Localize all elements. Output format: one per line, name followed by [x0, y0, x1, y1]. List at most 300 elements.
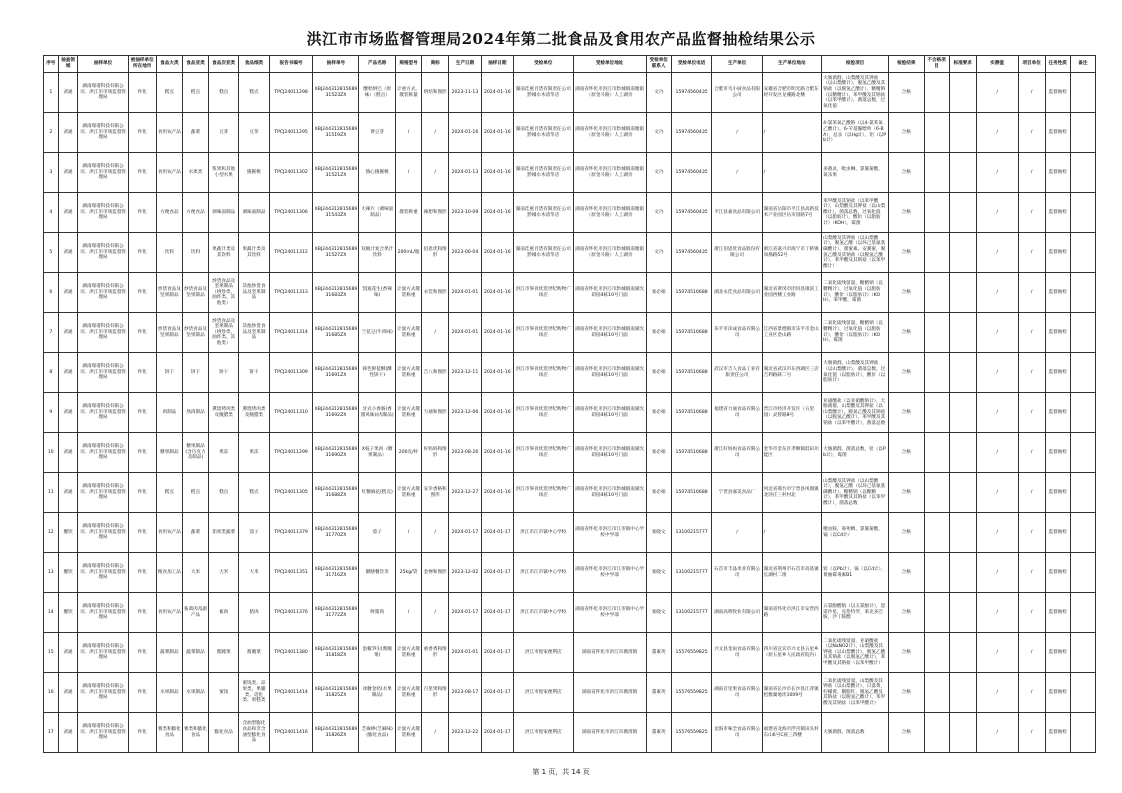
table-cell: 餐饮 — [58, 553, 78, 593]
table-cell: 湖南瑞谱科技有限公司、洪江市市场监督管理局 — [78, 513, 128, 553]
table-cell — [1070, 153, 1095, 193]
table-cell: 2024-01-17 — [481, 593, 513, 633]
table-cell — [1070, 113, 1095, 153]
column-header: 受检单位 — [514, 56, 574, 73]
table-cell: 福建省力通食品有限公司 — [712, 393, 762, 433]
table-cell: 百里果和图形 — [422, 673, 449, 713]
column-header: 食品细类 — [239, 56, 269, 73]
table-cell: 晋江市经济开发区（五里园）灵智路8号 — [762, 393, 822, 433]
table-cell — [949, 553, 976, 593]
column-header: 序号 — [44, 56, 59, 73]
table-cell: 计量方式散装称重 — [395, 393, 421, 433]
table-cell: 糕点 — [156, 73, 182, 113]
table-cell: / — [1018, 633, 1045, 673]
table-cell: 合格 — [889, 513, 925, 553]
table-cell: 湖南瑞谱科技有限公司、洪江市市场监督管理局 — [78, 273, 128, 313]
table-cell: 2023-06-04 — [449, 233, 481, 273]
table-cell: / — [1018, 473, 1045, 513]
table-cell: 红糖麻花(糕点) — [359, 473, 396, 513]
column-header: 抽样单号 — [313, 56, 359, 73]
table-row — [44, 513, 1096, 553]
table-cell — [949, 313, 976, 353]
table-cell: 二氧化硫残留量，糖精钠（以糖精计），过氧化值（以脂肪计），酸价（以脂肪计）（KOH），苯甲酸，霉菌 — [822, 273, 889, 313]
table-cell — [924, 713, 949, 753]
table-cell: 2024-01-17 — [481, 673, 513, 713]
table-cell: 浙江好妈妈食品有限公司 — [712, 433, 762, 473]
table-cell: / — [976, 313, 1018, 353]
table-cell: / — [976, 513, 1018, 553]
table-cell: 糕点 — [209, 73, 239, 113]
table-cell: / — [1018, 73, 1045, 113]
table-cell — [949, 513, 976, 553]
table-cell: XBJ24431281568931519ZX — [313, 113, 359, 153]
table-cell — [1070, 433, 1095, 473]
table-body — [44, 73, 1096, 753]
table-cell — [1070, 633, 1095, 673]
table-cell — [924, 153, 949, 193]
table-cell: / — [976, 353, 1018, 393]
table-cell: 怀化 — [128, 313, 156, 353]
table-cell: / — [976, 273, 1018, 313]
table-cell — [924, 633, 949, 673]
table-cell: 监督抽检 — [1045, 593, 1070, 633]
table-cell: 张晓文 — [646, 513, 671, 553]
table-row — [44, 353, 1096, 393]
table-cell — [1070, 513, 1095, 553]
table-cell: 合格 — [889, 113, 925, 153]
table-cell: 监督抽检 — [1045, 553, 1070, 593]
column-header: 产品名称 — [359, 56, 396, 73]
table-cell: / — [395, 593, 421, 633]
table-cell: 合肥市乌小厨食品有限公司 — [712, 73, 762, 113]
table-cell: 大肠菌群，菌落总数，铅（以Pb计），霉菌 — [822, 433, 889, 473]
table-cell: 湖南省怀化市洪江市江市镇中心学校中学部 — [573, 513, 646, 553]
table-cell: 噻虫胺，毒死蜱，氯氰菊酯，镉（以Cd计） — [822, 513, 889, 553]
table-cell — [924, 193, 949, 233]
table-cell: / — [1018, 233, 1045, 273]
table-cell: 15576559825 — [671, 673, 712, 713]
table-cell: / — [1018, 673, 1045, 713]
table-cell: 监督抽检 — [1045, 633, 1070, 673]
table-cell: 饮料 — [182, 233, 208, 273]
table-cell: 果蔬汁类及其饮料 — [209, 233, 239, 273]
table-cell: 5 — [44, 233, 59, 273]
table-cell: 湖北省荆州市石首市高基镇长湖村二组 — [762, 553, 822, 593]
table-cell: 计量方式散装称重 — [395, 353, 421, 393]
table-cell: 金华市金东区孝顺镇低田功能区 — [762, 433, 822, 473]
column-header: 食品大类 — [156, 56, 182, 73]
table-cell: 监督抽检 — [1045, 153, 1070, 193]
table-cell: 13100215777 — [671, 553, 712, 593]
table-cell: 浙江佰思优食品股份有限公司 — [712, 233, 762, 273]
table-cell: 酸奶烘巴（原味）（糕点） — [359, 73, 396, 113]
table-cell: 好妈妈和图形 — [422, 433, 449, 473]
table-cell: 山梨酸及其钾盐（以山梨酸计），脱氢乙酸（以环己基氨基磺酸计），甜蜜素，安赛蜜，脱氢乙酸及其钠盐（以脱氢乙酸计），苯甲酸及其钠盐（以苯甲酸计） — [822, 233, 889, 273]
table-cell: 畜禽肉及副产品 — [182, 593, 208, 633]
table-cell: 董素英 — [646, 673, 671, 713]
table-cell — [949, 73, 976, 113]
table-cell: 福建省龙海市浮宫镇田头村东山6号C座三四楼 — [762, 713, 822, 753]
table-cell: 计量方式散装称重 — [395, 273, 421, 313]
table-cell: 合格 — [889, 713, 925, 753]
table-cell: 永佳和图形 — [422, 273, 449, 313]
table-cell: 鲜猪肉 — [359, 593, 396, 633]
table-cell: 2024-01-17 — [449, 513, 481, 553]
table-row — [44, 73, 1096, 113]
table-cell: 15074516688 — [671, 313, 712, 353]
table-cell: 200克/杯 — [395, 433, 421, 473]
table-cell: 武通 — [58, 233, 78, 273]
table-cell: 蔬菜 — [182, 113, 208, 153]
table-cell: 蜜饯类、凉果类、果脯类、话化类、果糕类 — [239, 673, 269, 713]
table-cell: / — [1018, 713, 1045, 753]
table-cell: 13100215777 — [671, 513, 712, 553]
table-cell: 芝麻棒(芝麻味)(膨化食品) — [359, 713, 396, 753]
table-cell — [949, 193, 976, 233]
table-cell: XBJ24431281568931685ZX — [313, 313, 359, 353]
table-cell: 饼干 — [156, 353, 182, 393]
column-header: 受检单位地址 — [573, 56, 646, 73]
table-cell: 韩色鲜苞酥(酥性饼干) — [359, 353, 396, 393]
table-cell: 合格 — [889, 233, 925, 273]
table-cell: 含油型膨化食品和非含油型膨化食品 — [239, 713, 269, 753]
table-cell: 湖南省长沙市长沙县江背镇松雅湖地块1009号 — [762, 673, 822, 713]
table-cell: / — [712, 513, 762, 553]
table-cell: 合格 — [889, 673, 925, 713]
table-cell: 洪江市江市镇中心学校 — [514, 593, 574, 633]
table-cell: 2023-12-27 — [449, 473, 481, 513]
table-cell: 2024-01-17 — [481, 633, 513, 673]
table-cell: 2024-01-16 — [481, 313, 513, 353]
table-cell: 食用农产品 — [156, 153, 182, 193]
results-table — [43, 55, 1096, 753]
table-cell: XBJ24431281568931818ZX — [313, 633, 359, 673]
table-cell: / — [976, 713, 1018, 753]
table-cell: / — [1018, 433, 1045, 473]
table-cell: 洪江市零食优选世纪购物广场店 — [514, 353, 574, 393]
table-cell: XBJ24431281568931523ZX — [313, 73, 359, 113]
table-cell: 食用农产品 — [156, 113, 182, 153]
table-cell — [1070, 193, 1095, 233]
table-cell: 湖南佳惠百货有限责任公司黔城水木清华店 — [514, 73, 574, 113]
table-cell: / — [762, 513, 822, 553]
table-cell: 文丹 — [646, 233, 671, 273]
table-cell: 监督抽检 — [1045, 273, 1070, 313]
table-cell — [949, 153, 976, 193]
table-cell: 膨化食品 — [209, 713, 239, 753]
column-header: 备注 — [1070, 56, 1095, 73]
table-cell: 3 — [44, 153, 59, 193]
table-cell — [924, 673, 949, 713]
table-cell: XBJ24431281568931527ZX — [313, 233, 359, 273]
table-cell: 监督抽检 — [1045, 233, 1070, 273]
table-cell: 张必娟 — [646, 313, 671, 353]
table-cell: 2024-01-16 — [481, 473, 513, 513]
table-cell: 15074516688 — [671, 273, 712, 313]
table-cell: 茄子 — [239, 513, 269, 553]
table-cell: 湖南瑞谱科技有限公司、洪江市市场监督管理局 — [78, 113, 128, 153]
table-cell: / — [422, 513, 449, 553]
table-cell: 佰思优和图形 — [422, 233, 449, 273]
table-cell: 调味面制品 — [239, 193, 269, 233]
table-cell: TPCJ24011313 — [269, 273, 313, 313]
table-cell: 其他炒货食品及坚果制品 — [239, 313, 269, 353]
column-header: 抽样单位 — [78, 56, 128, 73]
table-cell: 食用农产品 — [156, 513, 182, 553]
table-cell: 计重方式，散装称量 — [395, 73, 421, 113]
table-cell: 畜肉 — [209, 593, 239, 633]
table-cell: TPCJ24011351 — [269, 553, 313, 593]
table-cell: 湖南瑞谱科技有限公司、洪江市市场监督管理局 — [78, 593, 128, 633]
table-cell: 龙海市味全食品有限公司 — [712, 713, 762, 753]
table-cell: 监督抽检 — [1045, 73, 1070, 113]
table-cell: 2024-01-16 — [481, 113, 513, 153]
table-cell: 粮食加工品 — [156, 553, 182, 593]
table-cell: 2023-12-22 — [449, 713, 481, 753]
table-cell: 湖南省怀化市洪江市塘湾镇 — [573, 673, 646, 713]
table-cell: XBJ24431281568931825ZX — [313, 673, 359, 713]
table-cell: 怀化 — [128, 433, 156, 473]
table-cell: 武通 — [58, 273, 78, 313]
column-header: 抽样日期 — [481, 56, 513, 73]
table-cell: 2024-01-01 — [449, 633, 481, 673]
table-cell: 熏烧烤肉类及腌腊类 — [239, 393, 269, 433]
table-cell: 董素英 — [646, 633, 671, 673]
table-cell: 蔬菜制品 — [182, 633, 208, 673]
table-cell: 2024-01-13 — [449, 153, 481, 193]
table-cell: 茄子 — [359, 513, 396, 553]
table-cell — [924, 513, 949, 553]
table-cell: / — [1018, 273, 1045, 313]
table-cell: 2 — [44, 113, 59, 153]
table-cell: 武汉市吉人食品工业有限责任公司 — [712, 353, 762, 393]
table-cell: 15074516688 — [671, 433, 712, 473]
table-cell: / — [1018, 593, 1045, 633]
table-cell: 湖南百里果食品有限公司 — [712, 673, 762, 713]
table-row — [44, 473, 1096, 513]
table-cell: 合格 — [889, 73, 925, 113]
table-cell: 糕点 — [239, 73, 269, 113]
table-cell: 烘焙和图形 — [422, 73, 449, 113]
table-cell: 合格 — [889, 593, 925, 633]
table-cell: 武通 — [58, 393, 78, 433]
table-cell: 猕猴桃 — [239, 153, 269, 193]
column-header: 生产单位地址 — [762, 56, 822, 73]
table-cell — [1070, 73, 1095, 113]
table-cell: 怀化 — [128, 473, 156, 513]
column-header: 项目单位 — [1018, 56, 1045, 73]
table-cell: 怀化 — [128, 113, 156, 153]
table-cell: 炒货食品及坚果制品 — [156, 273, 182, 313]
table-cell: 湖南佳惠百货有限责任公司黔城水木清华店 — [514, 153, 574, 193]
table-cell — [1070, 673, 1095, 713]
table-cell: 湖南佳惠百货有限责任公司黔城水木清华店 — [514, 193, 574, 233]
table-cell: 监督抽检 — [1045, 313, 1070, 353]
table-cell: 10 — [44, 433, 59, 473]
table-cell: 二氧化硫残留量，糖精钠（以糖精计），过氧化值（以脂肪计），酸价（以脂肪计）（KOH），霉菌 — [822, 313, 889, 353]
table-cell: 15074516688 — [671, 353, 712, 393]
table-cell — [924, 593, 949, 633]
table-cell: 湖南瑞谱科技有限公司、洪江市市场监督管理局 — [78, 553, 128, 593]
table-cell: 炒货食品及坚果制品 — [182, 313, 208, 353]
table-cell — [949, 273, 976, 313]
table-cell: 洪江市零食优选世纪购物广场店 — [514, 313, 574, 353]
table-cell: 洪江市江市镇中心学校 — [514, 553, 574, 593]
table-cell: 猕心猕猴桃 — [359, 153, 396, 193]
table-cell: 8 — [44, 353, 59, 393]
table-cell: 肉制品 — [156, 393, 182, 433]
table-cell: 浙江省嘉兴市海宁市丁桥镇凤凰路52号 — [762, 233, 822, 273]
table-cell: 糕点 — [182, 473, 208, 513]
table-cell: 监督抽检 — [1045, 473, 1070, 513]
table-cell: / — [395, 153, 421, 193]
table-cell: 15 — [44, 633, 59, 673]
table-cell: 怀化 — [128, 673, 156, 713]
table-cell: 合格 — [889, 553, 925, 593]
table-cell: 果蔬汁类及其饮料 — [239, 233, 269, 273]
table-cell: 13100215777 — [671, 593, 712, 633]
table-cell: 湖南省怀化市洪江市江市镇中心学校中学部 — [573, 553, 646, 593]
table-cell: 食用农产品 — [156, 593, 182, 633]
table-cell: 洪江市悦家便利店 — [514, 633, 574, 673]
table-cell: 合格 — [889, 313, 925, 353]
table-cell: TPCJ24011310 — [269, 393, 313, 433]
table-cell: TPCJ24011380 — [269, 633, 313, 673]
table-cell: 合格 — [889, 273, 925, 313]
table-cell: 武通 — [58, 113, 78, 153]
table-row — [44, 273, 1096, 313]
table-cell: 兴文县金雨食品有限公司 — [712, 633, 762, 673]
table-cell: 糕点 — [209, 473, 239, 513]
table-cell: / — [1018, 553, 1045, 593]
column-header: 食品次亚类 — [209, 56, 239, 73]
page-title: 洪江市市场监督管理局2024年第二批食品及食用农产品监督抽检结果公示 — [306, 30, 816, 48]
table-cell: 糕点 — [182, 73, 208, 113]
table-cell: 合格 — [889, 153, 925, 193]
table-row — [44, 153, 1096, 193]
table-cell: 重香香和图形 — [422, 633, 449, 673]
table-cell: 12 — [44, 513, 59, 553]
table-cell: 计量方式散装称重 — [395, 473, 421, 513]
table-cell: 饼干 — [239, 353, 269, 393]
table-cell — [1070, 273, 1095, 313]
table-cell: 监督抽检 — [1045, 393, 1070, 433]
table-cell: 武通 — [58, 353, 78, 393]
table-cell: 合格 — [889, 393, 925, 433]
table-cell: 糖果制品 — [156, 433, 182, 473]
table-cell: 张必娟 — [646, 353, 671, 393]
table-cell: 江西省景德镇市乐平市金山工业区金山路 — [762, 313, 822, 353]
table-cell: 2024-01-17 — [481, 713, 513, 753]
table-cell: 湖北省武汉市东西湖区三店吉利路联二号 — [762, 353, 822, 393]
table-cell: / — [422, 113, 449, 153]
table-cell: 安幸香格和图形 — [422, 473, 449, 513]
table-cell: / — [976, 433, 1018, 473]
table-cell — [949, 673, 976, 713]
table-cell: 湖南省怀化市洪江市黔城镇南湖光彩园4栋10号门面 — [573, 473, 646, 513]
table-cell: 怀化 — [128, 353, 156, 393]
table-cell: 大米 — [209, 553, 239, 593]
table-cell: / — [422, 313, 449, 353]
table-cell: 2024-01-16 — [481, 193, 513, 233]
table-cell: 怀化 — [128, 73, 156, 113]
table-cell: 茄果类蔬菜 — [209, 513, 239, 553]
table-cell: TPCJ24011309 — [269, 353, 313, 393]
table-cell — [924, 273, 949, 313]
column-header: 受检单位联系人 — [646, 56, 671, 73]
table-cell: 武通 — [58, 673, 78, 713]
table-cell: 监督抽检 — [1045, 193, 1070, 233]
table-cell: 四川省宜宾市兴文县五星乡（原五星乡人民政府院内） — [762, 633, 822, 673]
table-row — [44, 633, 1096, 673]
table-cell: 薯类和膨化食品 — [182, 713, 208, 753]
table-cell: 计量方式散装称重 — [395, 713, 421, 753]
table-cell: 洪江市零食优选世纪购物广场店 — [514, 273, 574, 313]
table-cell: / — [976, 633, 1018, 673]
table-cell: 湖南瑞谱科技有限公司、洪江市市场监督管理局 — [78, 633, 128, 673]
table-cell: 御膳餐饮米 — [359, 553, 396, 593]
table-cell: TPCJ24011295 — [269, 113, 313, 153]
table-cell: / — [422, 153, 449, 193]
table-cell: 蔬菜 — [182, 513, 208, 553]
table-cell: 16 — [44, 673, 59, 713]
table-cell: 湖南省怀化市洪江市黔城镇南塘街（原金斗路）人工湖旁 — [573, 113, 646, 153]
table-cell: 大肠菌群，山梨酸及其钾盐（以山梨酸计），菌落总数，过氧化值（以脂肪计），酸价（以脂肪计） — [822, 353, 889, 393]
table-cell: 糕点 — [239, 473, 269, 513]
table-row — [44, 433, 1096, 473]
table-cell: 饼干 — [182, 353, 208, 393]
table-cell — [949, 473, 976, 513]
table-cell — [949, 233, 976, 273]
table-cell: 大肠菌群，菌落总数 — [822, 713, 889, 753]
table-cell: XBJ24431281568931692ZX — [313, 393, 359, 433]
table-cell: 合格 — [889, 633, 925, 673]
table-cell: / — [712, 113, 762, 153]
table-cell: 2024-01-16 — [481, 353, 513, 393]
table-cell: XBJ24431281568931543ZX — [313, 193, 359, 233]
table-cell: 湖南瑞谱科技有限公司、洪江市市场监督管理局 — [78, 353, 128, 393]
table-cell: 吉八和图形 — [422, 353, 449, 393]
table-cell: 张晓文 — [646, 553, 671, 593]
table-cell: 湖南省怀化市洪江市黔城镇南湖光彩园4栋10号门面 — [573, 433, 646, 473]
table-cell: 怀化 — [128, 393, 156, 433]
table-cell: 2024-01-16 — [481, 393, 513, 433]
table-cell: 2024-01-17 — [481, 553, 513, 593]
table-cell: 大米 — [239, 553, 269, 593]
table-cell: 15974560435 — [671, 233, 712, 273]
table-cell: / — [395, 113, 421, 153]
table-cell: / — [976, 73, 1018, 113]
table-cell: 凯迪花生(香辣味) — [359, 273, 396, 313]
table-cell: 张晓文 — [646, 593, 671, 633]
table-cell: 合格 — [889, 473, 925, 513]
table-cell: 计量方式散装称重 — [395, 633, 421, 673]
table-row — [44, 553, 1096, 593]
table-cell — [949, 433, 976, 473]
table-cell: 果冻 — [209, 433, 239, 473]
table-cell: 大辣片（调味面制品） — [359, 193, 396, 233]
table-cell: 张必娟 — [646, 273, 671, 313]
table-cell: 2024-01-16 — [449, 113, 481, 153]
table-cell: 董素英 — [646, 713, 671, 753]
table-cell: 洪江市零食优选世纪购物广场店 — [514, 473, 574, 513]
table-cell: TPCJ24011414 — [269, 673, 313, 713]
table-cell: 黄豆芽 — [359, 113, 396, 153]
table-cell: / — [976, 393, 1018, 433]
table-cell: 2024-01-16 — [481, 73, 513, 113]
table-cell: / — [976, 673, 1018, 713]
table-cell: / — [1018, 113, 1045, 153]
